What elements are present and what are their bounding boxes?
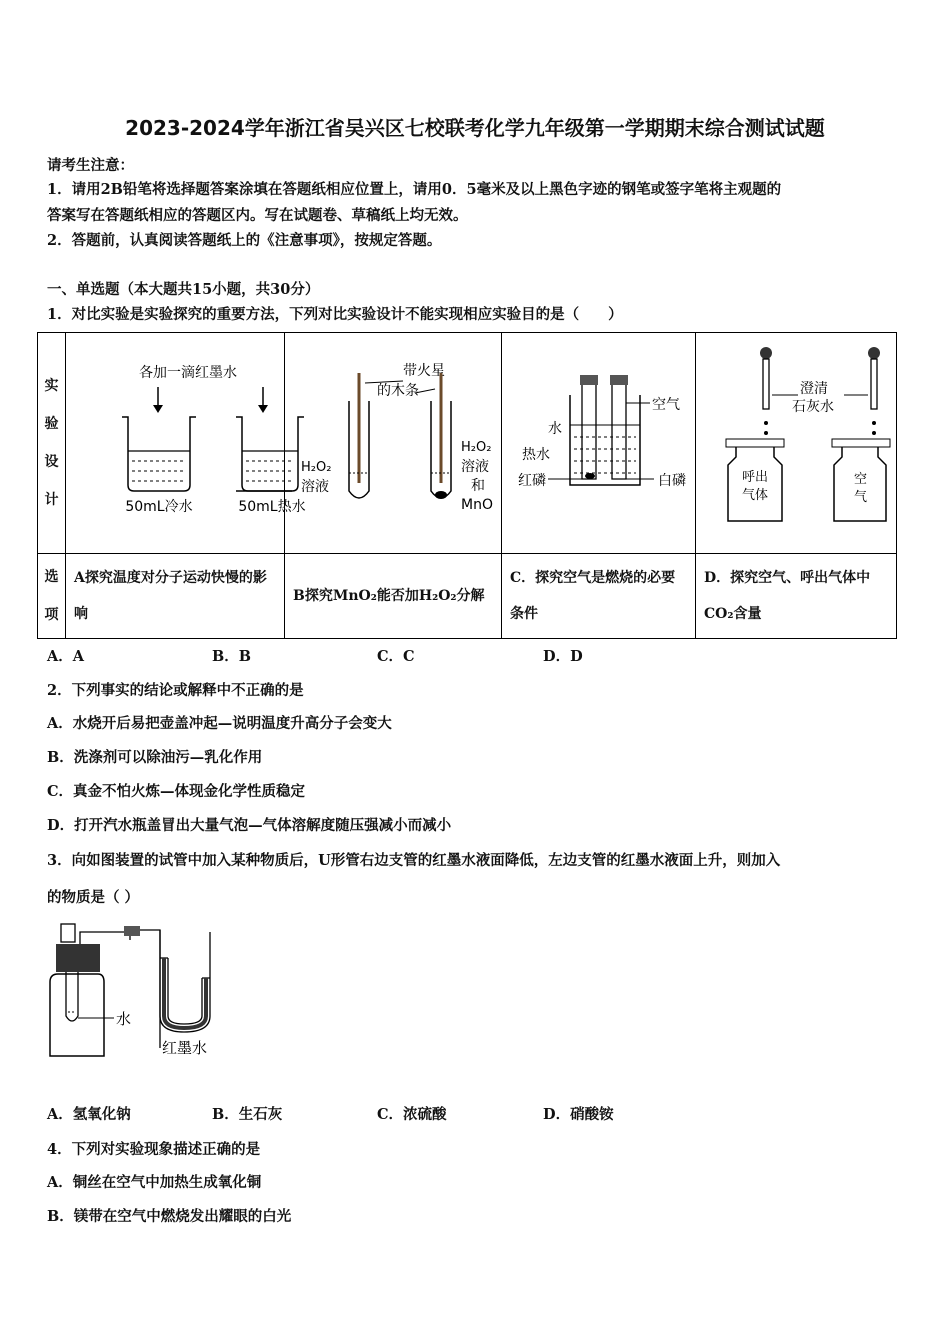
red-phosphorus-label: 红磷	[518, 473, 546, 489]
row-label-char: 验	[44, 416, 59, 432]
water-label-q3: 水	[116, 1010, 132, 1028]
row-label-design	[38, 333, 66, 554]
q4-option-a[interactable]: A．铜丝在空气中加热生成氧化铜	[47, 1174, 262, 1191]
q1-stem: 1．对比实验是实验探究的重要方法，下列对比实验设计不能实现相应实验目的是（ ）	[47, 306, 623, 323]
q3-stem-line-1: 3．向如图装置的试管中加入某种物质后，U形管右边支管的红墨水液面降低，左边支管的红墨水液面上升，则加入	[47, 852, 781, 869]
q2-option-c[interactable]: C．真金不怕火炼—体现金化学性质稳定	[47, 783, 306, 800]
row-label-char: 设	[44, 454, 59, 470]
q3-answer-d[interactable]: D．硝酸铵	[543, 1106, 614, 1123]
notice-item-2: 2．答题前，认真阅读答题纸上的《注意事项》，按规定答题。	[47, 232, 442, 249]
row-label-char: 实	[44, 378, 59, 394]
row-label-char: 项	[44, 607, 59, 623]
row-label-char: 选	[44, 569, 59, 585]
test-tubes-diagram	[285, 333, 501, 553]
water-label: 水	[548, 421, 562, 437]
notice-item-1-line-2: 答案写在答题纸相应的答题区内。写在试题卷、草稿纸上均无效。	[47, 207, 468, 224]
option-c-text: C．探究空气是燃烧的必要条件	[502, 554, 696, 639]
h2o2-left: H₂O₂	[301, 460, 332, 475]
section-heading: 一、单选题（本大题共15小题，共30分）	[47, 281, 320, 298]
row-label-char: 计	[44, 492, 59, 508]
diagram-b-top1: 带火星	[403, 363, 445, 379]
diagram-b-cell	[285, 333, 502, 554]
phosphorus-diagram	[502, 333, 695, 553]
white-phosphorus-label: 白磷	[658, 473, 686, 489]
exhaled-gas-1: 呼出	[742, 470, 769, 485]
page-title: 2023-2024学年浙江省吴兴区七校联考化学九年级第一学期期末综合测试试题	[125, 116, 825, 140]
q3-stem-line-2: 的物质是（ ）	[47, 889, 140, 906]
q2-option-d[interactable]: D．打开汽水瓶盖冒出大量气泡—气体溶解度随压强减小而减小	[47, 817, 452, 834]
row-label-option	[38, 554, 66, 639]
option-b-text: B探究MnO₂能否加H₂O₂分解	[285, 554, 502, 639]
air-label: 空气	[652, 397, 680, 413]
q1-answer-a[interactable]: A．A	[47, 648, 85, 665]
notice-item-1-line-1: 1．请用2B铅笔将选择题答案涂填在答题纸相应位置上，请用0．5毫米及以上黑色字迹的钢笔或签字笔将主观题的	[47, 181, 782, 198]
diagram-c-cell	[502, 333, 696, 554]
q2-stem: 2．下列事实的结论或解释中不正确的是	[47, 682, 304, 699]
limewater-label-1: 澄清	[800, 381, 828, 397]
exhaled-gas-2: 气体	[742, 488, 769, 503]
q2-option-a[interactable]: A．水烧开后易把壶盖冲起—说明温度升高分子会变大	[47, 715, 392, 732]
option-a-text: A探究温度对分子运动快慢的影响	[66, 554, 285, 639]
diagram-b-top2: 的木条	[377, 383, 419, 399]
air-bottle-1: 空	[854, 472, 868, 487]
option-d-text: D．探究空气、呼出气体中CO₂含量	[696, 554, 897, 639]
q1-answer-b[interactable]: B．B	[212, 648, 252, 665]
solution-left: 溶液	[301, 479, 329, 495]
q1-answer-d[interactable]: D．D	[543, 648, 583, 665]
and-right: 和	[471, 478, 485, 494]
q1-answer-c[interactable]: C．C	[377, 648, 415, 665]
beakers-diagram	[66, 333, 306, 553]
q3-answer-b[interactable]: B．生石灰	[212, 1106, 283, 1123]
air-bottle-2: 气	[854, 490, 868, 505]
diagram-d-cell	[696, 333, 897, 554]
solution-right: 溶液	[461, 459, 489, 475]
q1-table	[37, 332, 897, 639]
diagram-a-cell	[66, 333, 306, 554]
cold-water-label: 50mL冷水	[125, 499, 193, 515]
hot-water-label: 50mL热水	[238, 499, 306, 515]
q4-stem: 4．下列对实验现象描述正确的是	[47, 1141, 261, 1158]
hot-water-label-c: 热水	[522, 447, 550, 463]
diagram-a-top-label: 各加一滴红墨水	[139, 365, 237, 381]
q3-answer-a[interactable]: A．氢氧化钠	[47, 1106, 131, 1123]
u-tube-apparatus	[44, 918, 234, 1068]
q4-option-b[interactable]: B．镁带在空气中燃烧发出耀眼的白光	[47, 1208, 292, 1225]
red-ink-label: 红墨水	[162, 1039, 208, 1057]
h2o2-right: H₂O₂	[461, 440, 492, 455]
mno2-right: MnO	[461, 497, 493, 513]
bottles-diagram	[696, 333, 896, 553]
limewater-label-2: 石灰水	[792, 399, 834, 415]
q3-answer-c[interactable]: C．浓硫酸	[377, 1106, 447, 1123]
q2-option-b[interactable]: B．洗涤剂可以除油污—乳化作用	[47, 749, 263, 766]
notice-heading: 请考生注意：	[47, 157, 134, 174]
